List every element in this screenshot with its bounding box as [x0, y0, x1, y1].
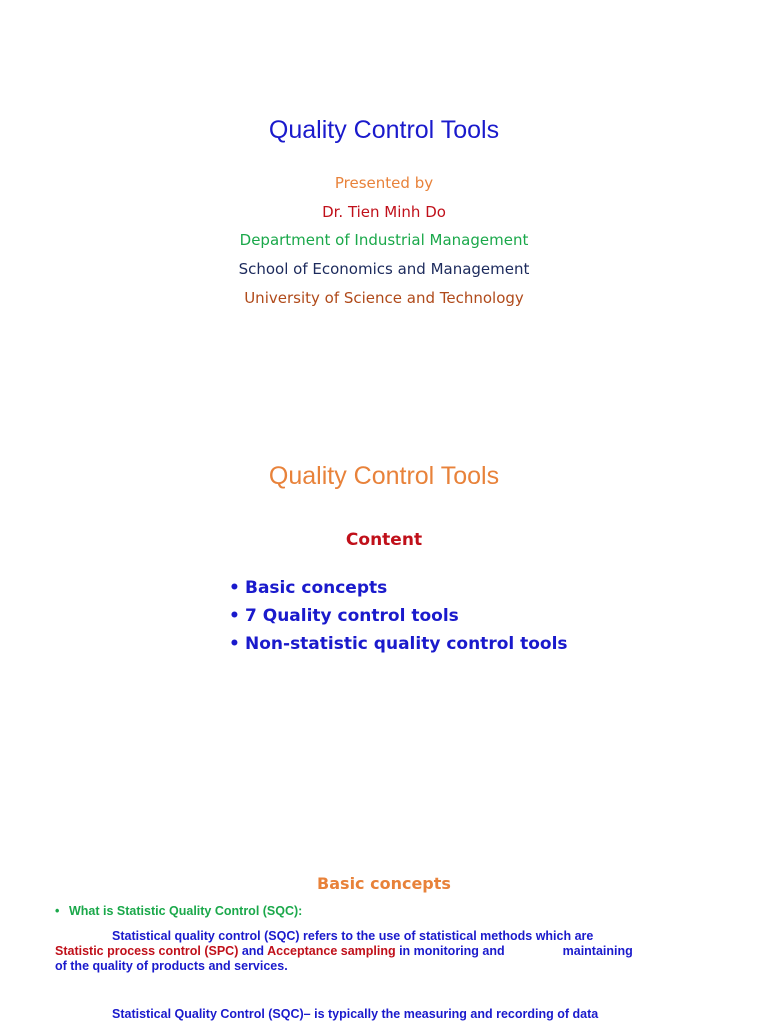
- definition-paragraph: [55, 1007, 715, 1022]
- list-item-label: Non-statistic quality control tools: [245, 634, 568, 654]
- basic-concepts-slide: [0, 845, 768, 1024]
- slide-title: Basic concepts: [317, 874, 451, 893]
- connector-text: in monitoring and: [395, 944, 505, 958]
- author-name: Dr. Tien Minh Do: [322, 203, 446, 221]
- university-name: University of Science and Technology: [244, 289, 524, 307]
- slide-title: Quality Control Tools: [268, 116, 500, 144]
- acceptance-sampling-term: Acceptance sampling: [267, 944, 396, 958]
- definition-line: of the quality of products and services.: [55, 959, 288, 973]
- content-list: [229, 574, 568, 658]
- spc-term: Statistic process control (SPC): [55, 944, 239, 958]
- content-heading: Content: [345, 530, 423, 550]
- list-item: [229, 574, 568, 602]
- connector-text: maintaining: [562, 944, 633, 958]
- bullet-icon: •: [55, 904, 60, 918]
- list-item-label: 7 Quality control tools: [245, 606, 459, 626]
- title-slide: [0, 0, 768, 345]
- slide-title: Quality Control Tools: [268, 462, 500, 490]
- bullet-icon: •: [229, 606, 240, 626]
- list-item: [229, 602, 568, 630]
- question-item: [55, 904, 302, 918]
- school-name: School of Economics and Management: [238, 260, 530, 278]
- contents-slide: [0, 345, 768, 845]
- presented-by-label: Presented by: [334, 174, 434, 192]
- connector-text: and: [238, 944, 268, 958]
- list-item: [229, 630, 568, 658]
- bullet-icon: •: [229, 634, 240, 654]
- list-item-label: Basic concepts: [245, 578, 388, 598]
- department-name: Department of Industrial Management: [239, 231, 529, 249]
- bullet-icon: •: [229, 578, 240, 598]
- question-text: What is Statistic Quality Control (SQC):: [69, 904, 303, 918]
- definition-line: Statistical Quality Control (SQC)– is typically the measuring and recording of data: [112, 1007, 599, 1021]
- definition-paragraph: [55, 929, 715, 974]
- definition-line: Statistical quality control (SQC) refers to the use of statistical methods which are: [112, 929, 594, 943]
